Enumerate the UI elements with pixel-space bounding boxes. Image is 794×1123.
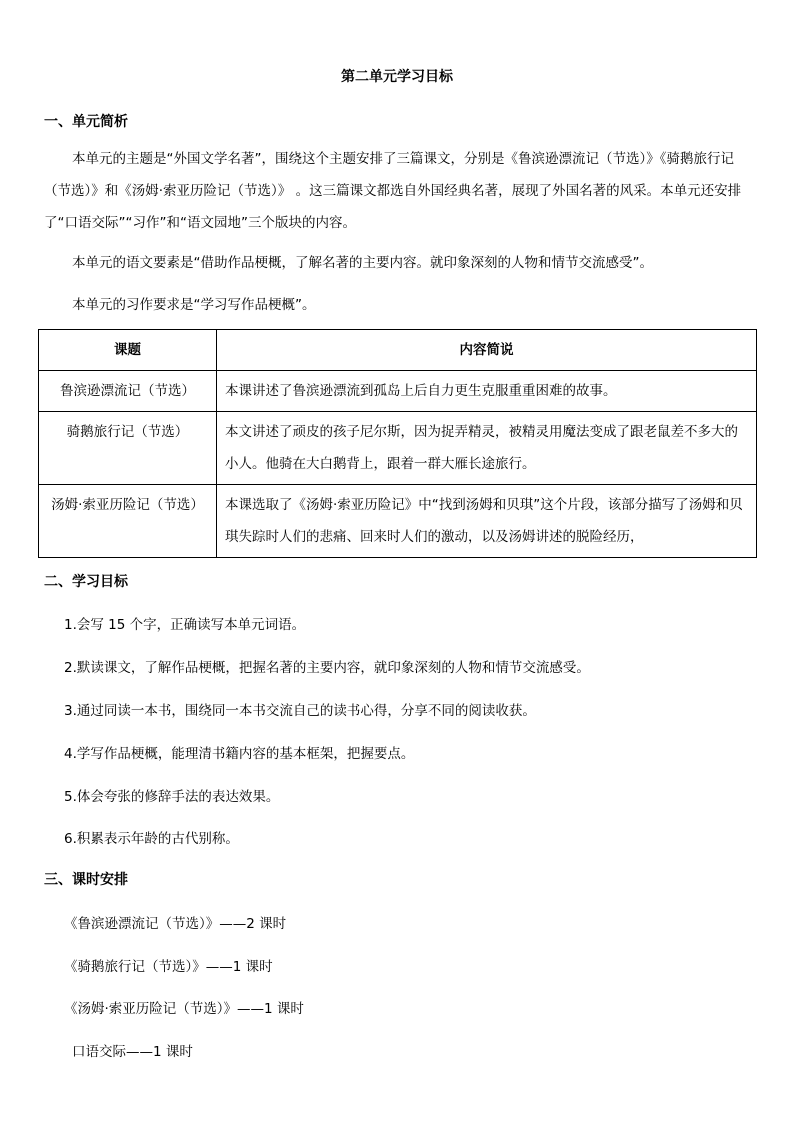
schedule-item: 《鲁滨逊漂流记（节选）》——2 课时 [64,916,287,932]
table-header-row [39,330,757,371]
table-row [39,485,757,558]
goal-item: 6.积累表示年龄的古代别称。 [64,831,239,847]
goal-item: 1.会写 15 个字，正确读写本单元词语。 [64,617,306,633]
table-header-topic: 课题 [39,330,217,371]
table-header-summary: 内容简说 [217,330,757,371]
goal-item: 5.体会夸张的修辞手法的表达效果。 [64,789,280,805]
table-cell-topic: 鲁滨逊漂流记（节选） [39,371,217,412]
paragraph-elements: 本单元的语文要素是“借助作品梗概，了解名著的主要内容。就印象深刻的人物和情节交流感受”。 [72,255,653,271]
section-heading-analysis: 一、单元简析 [44,114,128,130]
goal-item: 4.学写作品梗概，能理清书籍内容的基本框架，把握要点。 [64,746,415,762]
paragraph-theme: 本单元的主题是“外国文学名著”，围绕这个主题安排了三篇课文，分别是《鲁滨逊漂流记（节选）》《骑鹅旅行记（节选）》和《汤姆·索亚历险记（节选）》 。这三篇课文都选自外国经典名著，展现了外国名著的风采。本单元还安排了“口语交际”“习作”和“语文园地”三个版块的内容。 [44,151,742,231]
table-row [39,412,757,485]
goal-item: 3.通过同读一本书，围绕同一本书交流自己的读书心得，分享不同的阅读收获。 [64,703,536,719]
lesson-table [38,329,757,558]
schedule-item: 口语交际——1 课时 [72,1044,193,1060]
table-cell-desc: 本文讲述了顽皮的孩子尼尔斯，因为捉弄精灵，被精灵用魔法变成了跟老鼠差不多大的小人。他骑在大白鹅背上，跟着一群大雁长途旅行。 [217,412,757,485]
goal-item: 2.默读课文，了解作品梗概，把握名著的主要内容，就印象深刻的人物和情节交流感受。 [64,660,590,676]
table-cell-desc: 本课讲述了鲁滨逊漂流到孤岛上后自力更生克服重重困难的故事。 [217,371,757,412]
schedule-item: 《骑鹅旅行记（节选）》——1 课时 [64,959,273,975]
section-heading-goals: 二、学习目标 [44,574,128,590]
table-cell-desc: 本课选取了《汤姆·索亚历险记》中“找到汤姆和贝琪”这个片段，该部分描写了汤姆和贝琪失踪时人们的悲痛、回来时人们的激动，以及汤姆讲述的脱险经历， [217,485,757,558]
table-cell-topic: 骑鹅旅行记（节选） [39,412,217,485]
paragraph-writing: 本单元的习作要求是“学习写作品梗概”。 [72,297,316,313]
section-heading-schedule: 三、课时安排 [44,872,128,888]
table-cell-topic: 汤姆·索亚历险记（节选） [39,485,217,558]
table-row [39,371,757,412]
page-title: 第二单元学习目标 [341,69,453,85]
schedule-item: 《汤姆·索亚历险记（节选）》——1 课时 [64,1001,304,1017]
